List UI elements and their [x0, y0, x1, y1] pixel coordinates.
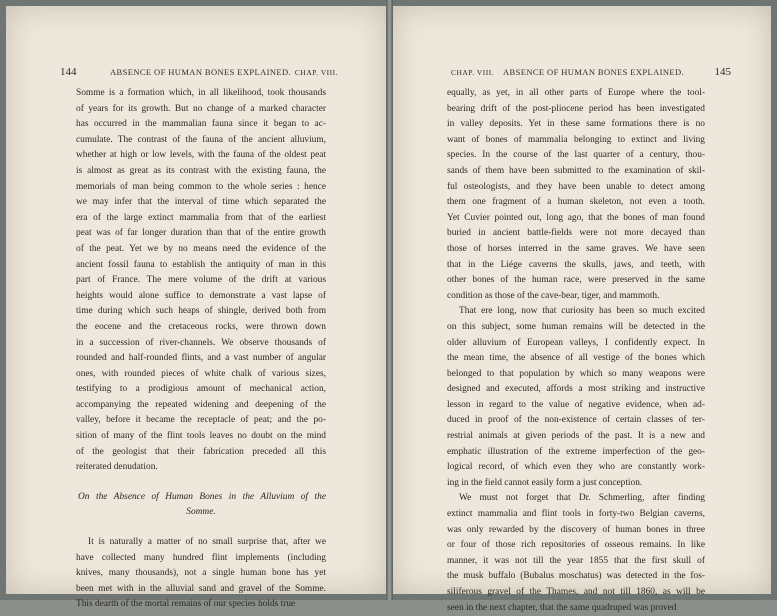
text-line: testifying to a prodigious amount of mechanical action, [76, 384, 326, 395]
text-line: of years for its growth. But no change of a marked character [76, 103, 326, 114]
text-line: other bones of the human race, were preserved in the same [447, 275, 705, 286]
text-line: them one fragment of a human skeleton, not even a tooth. [447, 197, 705, 208]
text-line: manner, it was not till the year 1855 that the first skull of [447, 555, 705, 566]
text-line: equally, as yet, in all other parts of Europe where the tool- [447, 88, 705, 98]
text-line: duced in proof of the non-existence of certain classes of ter- [447, 415, 705, 426]
text-line: the eocene and the cretaceous rocks, were thrown down [76, 321, 326, 332]
text-line: extinct mammalia and flint tools in forty-two Belgian caverns, [447, 509, 705, 520]
left-page-number: 144 [60, 66, 77, 78]
text-line: rounded and half-rounded flints, and a vast number of angular [76, 353, 326, 364]
text-line: We must not forget that Dr. Schmerling, after finding [459, 493, 705, 504]
text-line: want of bones of mammalia belonging to extinct and living [447, 134, 705, 145]
section-heading [76, 490, 326, 521]
text-line: we may infer that the interval of time which separated the [76, 197, 326, 208]
text-line: the musk buffalo (Bubalus moschatus) was detected in the fos- [447, 571, 705, 582]
text-line: been met with in the alluvial sand and gravel of the Somme. [76, 583, 326, 594]
text-line: has occurred in the mammalian fauna since it began to ac- [76, 119, 326, 130]
book-gutter [386, 0, 393, 600]
text-line: era of the large extinct mammalia from that of the earliest [76, 212, 326, 223]
right-body-text [447, 86, 705, 616]
text-line: in valley deposits. Yet in these same formations there is no [447, 119, 705, 130]
text-line: lesson in regard to the value of negative evidence, when ad- [447, 399, 705, 410]
text-line: It is naturally a matter of no small surprise that, after we [88, 537, 326, 548]
text-line: siliferous gravel of the Thames, and not till 1860, as will be [447, 587, 705, 597]
text-line: sition of many of the flint tools leaves no doubt on the mind [76, 431, 326, 442]
left-chapter-label: CHAP. VIII. [294, 68, 338, 77]
text-line: older alluvium of European valleys, I confidently expect. In [447, 337, 705, 348]
text-line: Somme is a formation which, in all likelihood, took thousands [76, 88, 326, 98]
right-paragraph-3 [447, 491, 705, 616]
right-page-number: 145 [714, 66, 731, 78]
right-chapter-label: CHAP. VIII. [451, 68, 495, 77]
left-body-text [76, 86, 326, 613]
text-line: ing in the field cannot easily form a just conception. [447, 477, 643, 488]
text-line: belonged to that population by which so many weapons were [447, 368, 705, 379]
right-running-title: ABSENCE OF HUMAN BONES EXPLAINED. [503, 67, 685, 77]
text-line: ancient fossil fauna to establish the antiquity of man in this [76, 259, 326, 270]
text-line: of the peat. Yet we by no means need the evidence of the [76, 243, 326, 254]
text-line: logical record, of which even they who are constantly work- [447, 462, 705, 473]
left-paragraph-1 [76, 86, 326, 476]
left-paragraph-2 [76, 535, 326, 613]
text-line: on this subject, some human remains will be detected in the [447, 321, 705, 332]
text-line: part of France. The mere volume of the drift at various [76, 275, 326, 286]
text-line: accompanying the repeated widening and deepening of the [76, 399, 326, 410]
left-running-title: ABSENCE OF HUMAN BONES EXPLAINED. [110, 67, 292, 77]
text-line: memorials of man being common to the whole series : hence [76, 181, 326, 192]
text-line: valley, before it became the receptacle of peat; and the po- [76, 415, 326, 426]
right-page [393, 6, 771, 613]
text-line: that in the Liége caverns the skulls, jaws, and teeth, with [447, 259, 705, 270]
text-line: Yet Cuvier pointed out, long ago, that the bones of man found [447, 212, 705, 223]
text-line: emphatic illustration of the extreme imperfection of the geo- [447, 446, 705, 457]
section-heading-line-2: Somme. [186, 507, 216, 518]
text-line: heights would alone suffice to demonstrate a vast lapse of [76, 290, 326, 301]
text-line: time during which such heaps of shingle, derived both from [76, 306, 326, 317]
text-line: buried in ancient battle-fields were not more decayed than [447, 228, 705, 239]
text-line: reiterated denudation. [76, 462, 158, 473]
text-line: cumulate. The contrast of the fauna of the ancient alluvium, [76, 134, 326, 145]
text-line: knives, many thousands), not a single human bone has yet [76, 568, 326, 579]
text-line: condition as those of the cave-bear, tiger, and mammoth. [447, 290, 660, 301]
text-line: This dearth of the mortal remains of our species holds true [76, 599, 296, 610]
text-line: peat was of far longer duration than that of the entire growth [76, 228, 326, 239]
text-line: restrial animals at given periods of the past. It is a new and [447, 431, 705, 442]
left-page [6, 6, 386, 610]
text-line: ful osteologists, and they have been unable to detect among [447, 181, 705, 192]
text-line: That ere long, now that curiosity has been so much excited [459, 306, 705, 317]
section-heading-line-1: On the Absence of Human Bones in the Alluvium of the [78, 491, 326, 502]
text-line: ones, with rounded pieces of white chalk of various sizes, [76, 368, 326, 379]
text-line: of the geologist that their fabrication preceded all this [76, 446, 326, 457]
text-line: species. In the course of the last quarter of a century, thou- [447, 150, 705, 161]
text-line: or four of those rich repositories of osseous remains. In like [447, 540, 705, 551]
text-line: have collected many hundred flint implements (including [76, 552, 326, 563]
right-paragraph-2 [447, 304, 705, 491]
text-line: seen in the next chapter, that the same quadruped was proved [447, 602, 677, 613]
text-line: designed and executed, affords a most striking and instructive [447, 384, 705, 395]
text-line: the mean time, the absence of all vestige of the bones which [447, 353, 705, 364]
text-line: those of horses interred in the same graves. We have seen [447, 243, 705, 254]
text-line: whether at high or low levels, with the fauna of the oldest peat [76, 150, 326, 161]
text-line: was only rewarded by the discovery of human bones in three [447, 524, 705, 535]
text-line: is almost as great as its contrast with the existing fauna, the [76, 165, 326, 176]
text-line: in a succession of river-channels. We observe thousands of [76, 337, 326, 348]
text-line: bearing drift of the post-pliocene period has been investigated [447, 103, 705, 114]
right-paragraph-1 [447, 86, 705, 304]
text-line: sands of them have been submitted to the examination of skil- [447, 165, 705, 176]
